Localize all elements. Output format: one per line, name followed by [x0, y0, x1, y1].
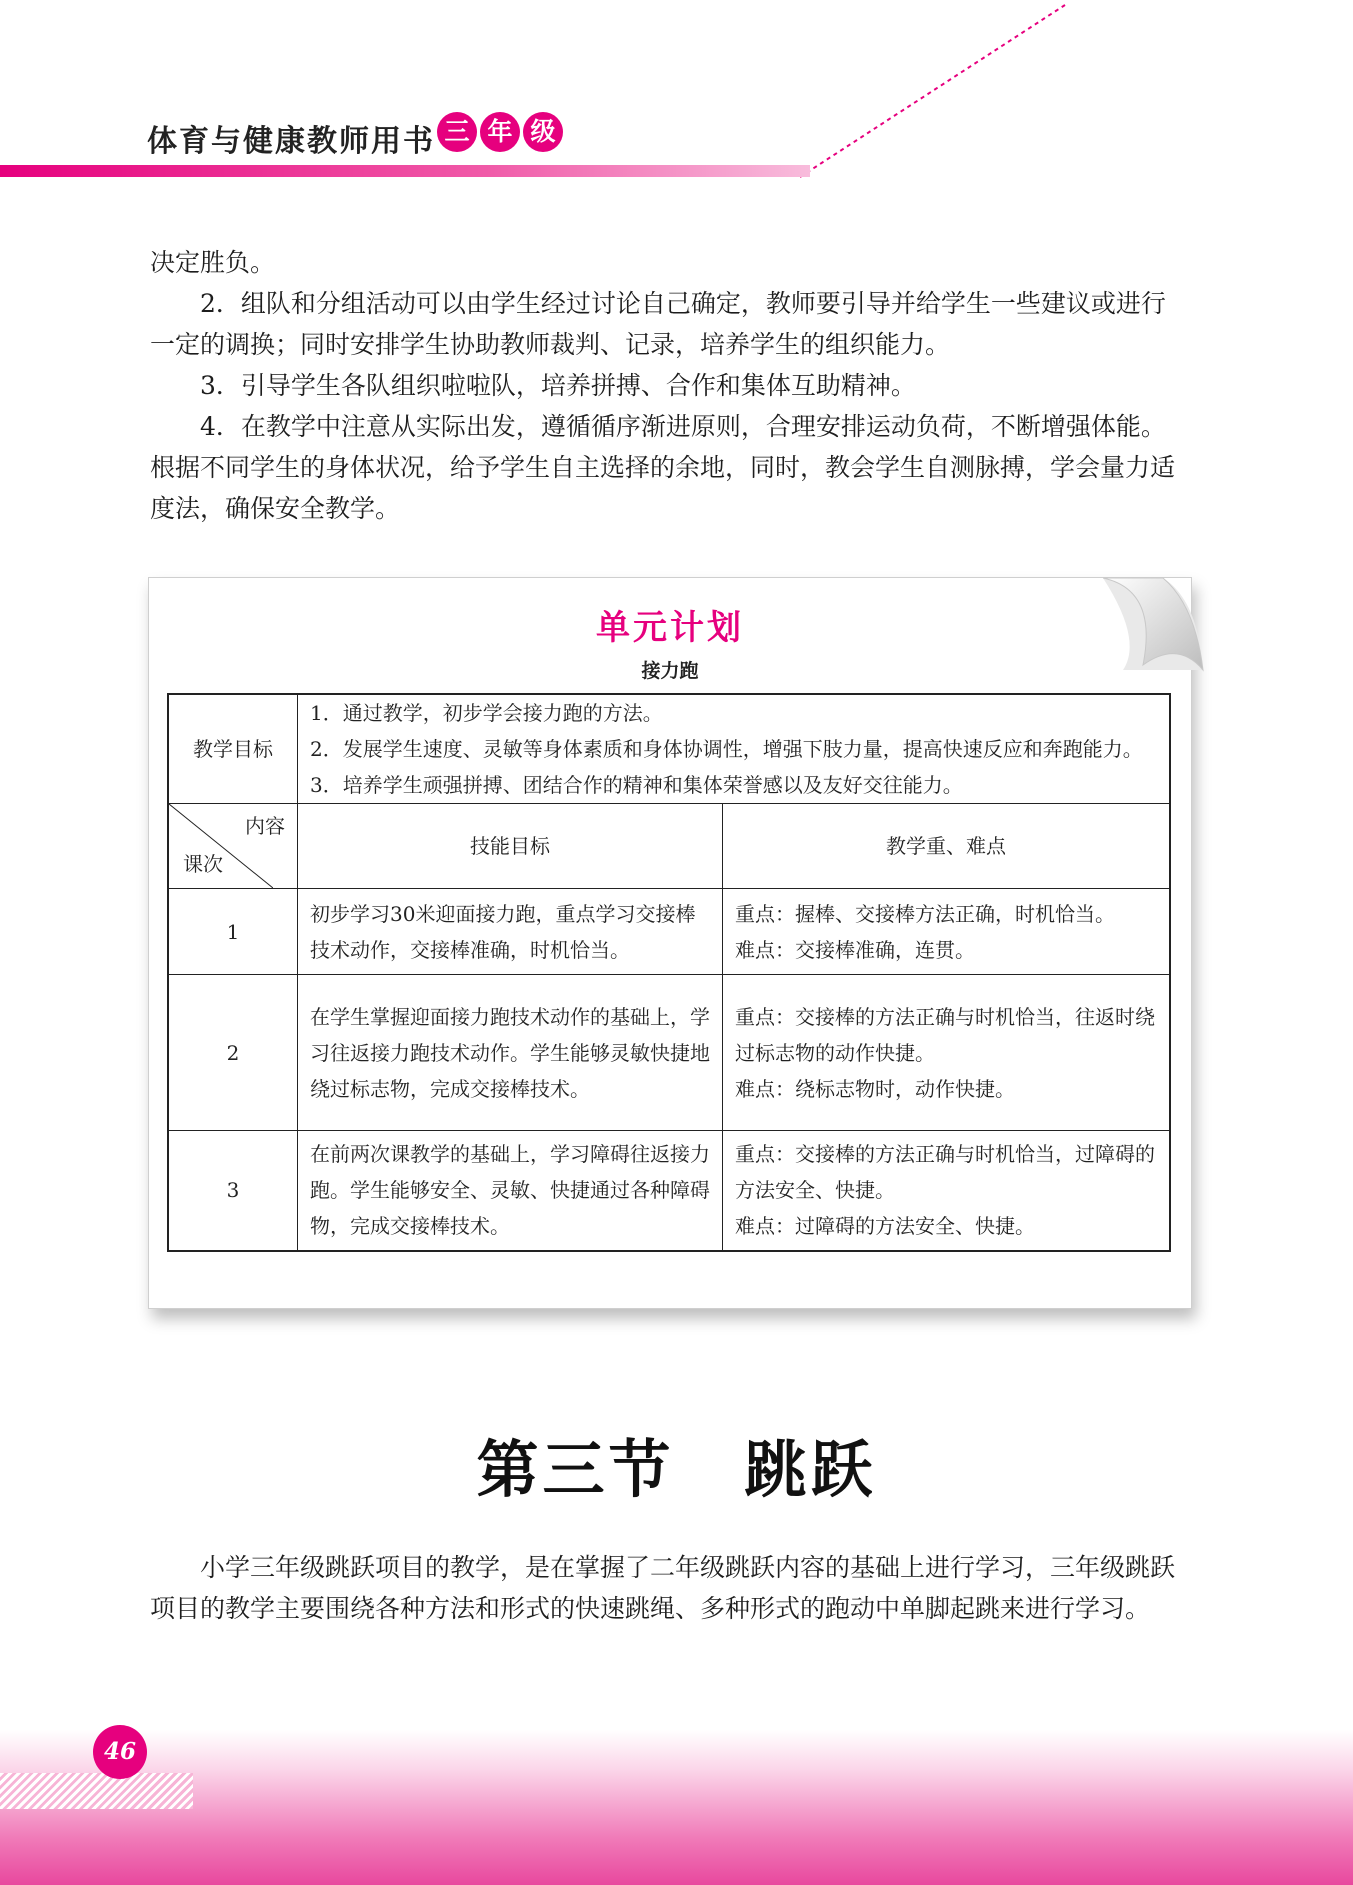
grade-char: 级 — [523, 112, 563, 152]
goals-cell — [298, 694, 1171, 804]
paragraph: 4．在教学中注意从实际出发，遵循循序渐进原则，合理安排运动负荷，不断增强体能。根据不同学生的身体状况，给予学生自主选择的余地，同时，教会学生自测脉搏，学会量力适度法，确保安全教学。 — [150, 412, 1176, 523]
unit-plan-title: 单元计划 — [596, 608, 744, 648]
section-title — [0, 1420, 1353, 1509]
table-row — [168, 1131, 1170, 1251]
header-bar — [0, 165, 810, 177]
key-cell — [723, 1131, 1171, 1251]
key-point: 重点：交接棒的方法正确与时机恰当，过障碍的方法安全、快捷。 — [735, 1142, 1155, 1203]
lesson-number: 1 — [168, 889, 298, 975]
goal-item: 1．通过教学，初步学会接力跑的方法。 — [310, 701, 663, 725]
key-cell — [723, 975, 1171, 1131]
column-header-skill: 技能目标 — [298, 804, 723, 889]
table-row — [168, 889, 1170, 975]
footer-stripes — [0, 1773, 193, 1809]
key-point: 重点：握棒、交接棒方法正确，时机恰当。 — [735, 901, 1115, 926]
header-content-label: 内容 — [245, 814, 285, 838]
goal-item: 3．培养学生顽强拼搏、团结合作的精神和集体荣誉感以及友好交往能力。 — [310, 773, 963, 797]
difficulty-point: 难点：绕标志物时，动作快捷。 — [735, 1076, 1015, 1101]
goals-label: 教学目标 — [168, 694, 298, 804]
paragraph: 决定胜负。 — [150, 248, 276, 277]
key-point: 重点：交接棒的方法正确与时机恰当，往返时绕过标志物的动作快捷。 — [735, 1004, 1155, 1065]
unit-plan-table — [167, 693, 1171, 1252]
lesson-number: 3 — [168, 1131, 298, 1251]
grade-badge — [437, 112, 563, 152]
paragraph: 3．引导学生各队组织啦啦队，培养拼搏、合作和集体互助精神。 — [200, 371, 916, 400]
table-header-row — [168, 804, 1170, 889]
paragraph: 2．组队和分组活动可以由学生经过讨论自己确定，教师要引导并给学生一些建议或进行一定的调换；同时安排学生协助教师裁判、记录，培养学生的组织能力。 — [150, 289, 1166, 359]
goals-row — [168, 694, 1170, 804]
key-cell — [723, 889, 1171, 975]
book-title: 体育与健康教师用书 — [147, 124, 435, 159]
table-row — [168, 975, 1170, 1131]
goal-item: 2．发展学生速度、灵敏等身体素质和身体协调性，增强下肢力量，提高快速反应和奔跑能力。 — [310, 737, 1143, 761]
section-number: 第三节 — [476, 1433, 675, 1506]
skill-cell: 在学生掌握迎面接力跑技术动作的基础上，学习往返接力跑技术动作。学生能够灵敏快捷地绕过标志物，完成交接棒技术。 — [298, 975, 723, 1131]
difficulty-point: 难点：过障碍的方法安全、快捷。 — [735, 1214, 1035, 1239]
grade-char: 三 — [437, 112, 477, 152]
lesson-number: 2 — [168, 975, 298, 1131]
unit-plan-subtitle: 接力跑 — [641, 660, 699, 682]
difficulty-point: 难点：交接棒准确，连贯。 — [735, 937, 975, 962]
grade-char: 年 — [480, 112, 520, 152]
unit-plan-card — [148, 577, 1192, 1309]
section-intro: 小学三年级跳跃项目的教学，是在掌握了二年级跳跃内容的基础上进行学习，三年级跳跃项目的教学主要围绕各种方法和形式的快速跳绳、多种形式的跑动中单脚起跳来进行学习。 — [150, 1553, 1176, 1623]
skill-cell: 初步学习30米迎面接力跑，重点学习交接棒技术动作，交接棒准确，时机恰当。 — [298, 889, 723, 975]
section-name: 跳跃 — [744, 1433, 877, 1506]
diagonal-header-cell — [168, 804, 298, 889]
page-number: 46 — [93, 1725, 147, 1779]
header-lesson-label: 课次 — [183, 852, 223, 876]
footer-band — [0, 1730, 1353, 1885]
column-header-key: 教学重、难点 — [723, 804, 1171, 889]
skill-cell: 在前两次课教学的基础上，学习障碍往返接力跑。学生能够安全、灵敏、快捷通过各种障碍物，完成交接棒技术。 — [298, 1131, 723, 1251]
